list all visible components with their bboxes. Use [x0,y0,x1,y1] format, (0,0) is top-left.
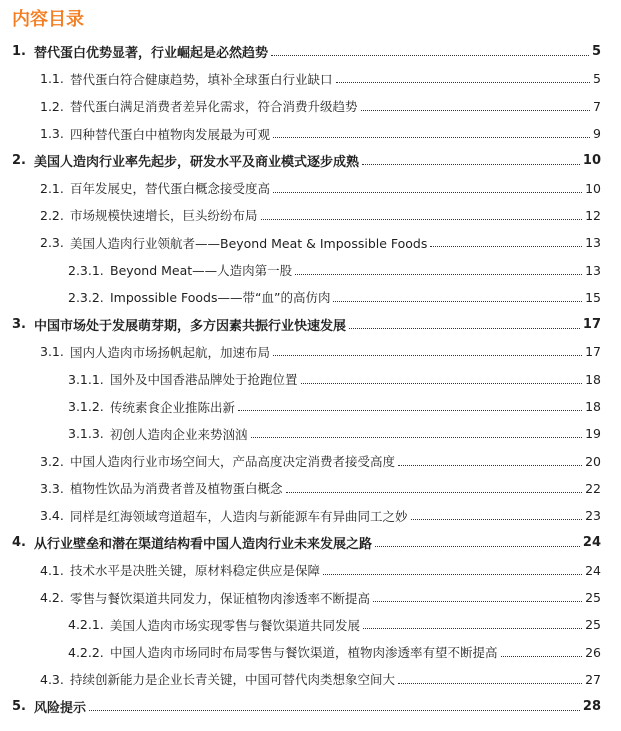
toc-entry[interactable] [0,65,621,92]
toc-entry-page: 15 [585,289,601,305]
toc-dot-leader [273,192,582,193]
toc-entry-label: 传统素食企业推陈出新 [110,399,236,415]
toc-entry-number: 2.3.1. [68,262,104,278]
toc-dot-leader [261,219,583,220]
toc-entry[interactable] [0,202,621,229]
toc-entry[interactable] [0,611,621,638]
toc-entry-number: 4.3. [40,671,64,687]
toc-dot-leader [286,492,583,493]
toc-dot-leader [349,328,580,329]
toc-entry-label: 市场规模快速增长，巨头纷纷布局 [70,208,258,224]
toc-entry-number: 1.2. [40,98,64,114]
toc-entry-label: Impossible Foods——带“血”的高仿肉 [110,290,331,306]
toc-dot-leader [295,274,582,275]
toc-entry-label: 初创人造肉企业来势汹汹 [110,426,248,442]
toc-dot-leader [333,301,582,302]
toc-dot-leader [363,628,582,629]
toc-entry-number: 1. [12,44,26,60]
toc-dot-leader [89,710,580,711]
toc-entry-label: 植物性饮品为消费者普及植物蛋白概念 [70,481,283,497]
toc-entry[interactable] [0,557,621,584]
toc-entry-number: 4.2. [40,590,64,606]
toc-entry-number: 1.1. [40,71,64,87]
toc-entry-number: 3.1.1. [68,371,104,387]
toc-entry[interactable] [0,475,621,502]
toc-entry-number: 4. [12,535,26,551]
toc-entry-page: 12 [585,207,601,223]
toc-entry[interactable] [0,147,621,174]
toc-entry-page: 9 [593,126,601,142]
toc-dot-leader [398,683,582,684]
toc-entry[interactable] [0,420,621,447]
toc-entry-number: 3.2. [40,453,64,469]
toc-entry-label: 从行业壁垒和潜在渠道结构看中国人造肉行业未来发展之路 [34,537,373,553]
table-of-contents [0,38,621,720]
toc-entry-label: 中国市场处于发展萌芽期，多方因素共振行业快速发展 [34,319,347,335]
toc-entry[interactable] [0,229,621,256]
toc-entry-label: 替代蛋白符合健康趋势，填补全球蛋白行业缺口 [70,71,333,87]
toc-entry[interactable] [0,174,621,201]
toc-entry-number: 3.4. [40,508,64,524]
toc-entry[interactable] [0,366,621,393]
toc-entry-label: 持续创新能力是企业长青关键，中国可替代肉类想象空间大 [70,672,396,688]
toc-entry-page: 17 [582,317,601,333]
toc-entry-label: 替代蛋白满足消费者差异化需求，符合消费升级趋势 [70,99,358,115]
toc-entry-label: 美国人造肉行业领航者——Beyond Meat & Impossible Foods [70,235,428,251]
toc-entry[interactable] [0,393,621,420]
toc-dot-leader [336,82,591,83]
toc-entry-number: 3. [12,317,26,333]
toc-entry-label: 中国人造肉行业市场空间大，产品高度决定消费者接受高度 [70,454,396,470]
toc-entry[interactable] [0,447,621,474]
toc-entry-number: 3.1.3. [68,426,104,442]
toc-entry[interactable] [0,338,621,365]
toc-entry[interactable] [0,584,621,611]
toc-entry-page: 18 [585,399,601,414]
toc-dot-leader [361,110,591,111]
toc-entry[interactable] [0,693,621,720]
toc-entry-label: Beyond Meat——人造肉第一股 [110,263,293,279]
toc-entry-label: 国内人造肉市场扬帆起航，加速布局 [70,344,271,360]
toc-dot-leader [411,519,583,520]
toc-entry-number: 2.2. [40,207,64,223]
toc-entry-page: 5 [593,71,601,87]
toc-dot-leader [373,601,582,602]
toc-dot-leader [273,137,590,138]
toc-dot-leader [501,656,583,657]
toc-entry[interactable] [0,38,621,65]
toc-entry-number: 2.1. [40,180,64,196]
toc-entry-page: 19 [585,426,601,442]
toc-entry-label: 百年发展史，替代蛋白概念接受度高 [70,181,271,197]
toc-entry-label: 美国人造肉市场实现零售与餐饮渠道共同发展 [110,617,361,633]
toc-entry-label: 替代蛋白优势显著，行业崛起是必然趋势 [34,46,269,62]
toc-entry[interactable] [0,256,621,283]
toc-entry-number: 4.2.1. [68,617,104,633]
toc-entry-number: 3.1.2. [68,399,104,414]
toc-dot-leader [430,246,582,247]
toc-entry[interactable] [0,311,621,338]
toc-entry[interactable] [0,93,621,120]
toc-entry-number: 4.2.2. [68,644,104,660]
toc-dot-leader [375,546,580,547]
toc-entry-number: 2.3.2. [68,289,104,305]
toc-entry-page: 25 [585,617,601,633]
toc-entry-page: 28 [582,699,601,715]
toc-dot-leader [301,383,583,384]
toc-dot-leader [273,355,582,356]
toc-dot-leader [362,164,580,165]
toc-entry[interactable] [0,529,621,556]
toc-entry-label: 零售与餐饮渠道共同发力，保证植物肉渗透率不断提高 [70,590,371,606]
toc-dot-leader [271,55,589,56]
toc-entry-page: 5 [591,44,601,60]
page-title: 内容目录 [12,9,84,30]
toc-entry-label: 四种替代蛋白中植物肉发展最为可观 [70,126,271,142]
toc-entry-page: 10 [582,153,601,169]
toc-entry[interactable] [0,639,621,666]
toc-entry-page: 18 [585,371,601,387]
toc-entry-page: 25 [585,590,601,606]
toc-entry-page: 13 [585,235,601,251]
toc-entry-page: 27 [585,671,601,687]
toc-entry-page: 17 [585,344,601,360]
toc-entry[interactable] [0,284,621,311]
toc-entry-page: 24 [582,535,601,551]
toc-entry-page: 10 [585,180,601,196]
toc-entry-label: 美国人造肉行业率先起步，研发水平及商业模式逐步成熟 [34,155,360,171]
toc-entry[interactable] [0,502,621,529]
toc-entry-number: 5. [12,699,26,715]
toc-entry-label: 同样是红海领域弯道超车，人造肉与新能源车有异曲同工之妙 [70,508,408,524]
toc-entry-page: 23 [585,508,601,524]
toc-entry-page: 26 [585,644,601,660]
toc-entry-label: 国外及中国香港品牌处于抢跑位置 [110,372,298,388]
toc-entry-number: 2.3. [40,235,64,251]
toc-entry[interactable] [0,120,621,147]
toc-entry-number: 3.3. [40,480,64,496]
toc-entry-page: 22 [585,480,601,496]
toc-dot-leader [323,574,582,575]
toc-entry-label: 风险提示 [34,701,87,717]
toc-entry-page: 13 [585,262,601,278]
toc-dot-leader [238,410,582,411]
toc-dot-leader [398,465,582,466]
toc-entry-page: 24 [585,562,601,578]
toc-entry-number: 2. [12,153,26,169]
toc-entry-label: 中国人造肉市场同时布局零售与餐饮渠道，植物肉渗透率有望不断提高 [110,645,498,661]
toc-entry-label: 技术水平是决胜关键，原材料稳定供应是保障 [70,563,321,579]
toc-dot-leader [251,437,583,438]
toc-entry-page: 7 [593,98,601,114]
toc-entry-number: 1.3. [40,126,64,142]
toc-entry[interactable] [0,666,621,693]
toc-entry-number: 4.1. [40,562,64,578]
toc-entry-page: 20 [585,453,601,469]
toc-entry-number: 3.1. [40,344,64,360]
